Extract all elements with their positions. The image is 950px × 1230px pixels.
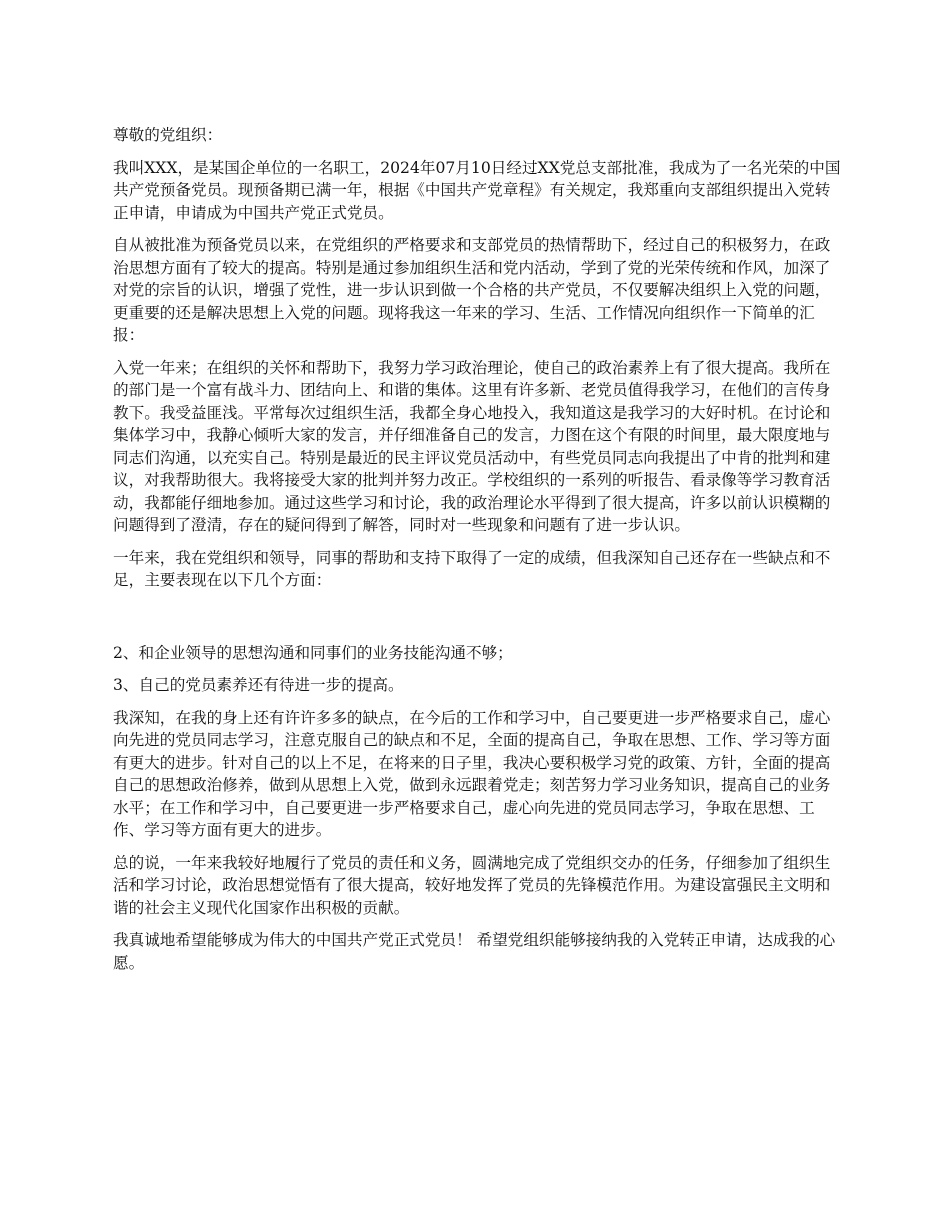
paragraph-introduction: 我叫XXX，是某国企单位的一名职工，2024年07月10日经过XX党总支部批准，我成为了一名光荣的中国共产党预备党员。现预备期已满一年，根据《中国共产党章程》有关规定，我郑重向支部组织提出入党转正申请，申请成为中国共产党正式党员。 xyxy=(113,158,841,222)
paragraph-study-report: 入党一年来；在组织的关怀和帮助下，我努力学习政治理论，使自己的政治素养上有了很大提高。我所在的部门是一个富有战斗力、团结向上、和谐的集体。这里有许多新、老党员值得我学习，在他们的言传身教下。我受益匪浅。平常每次过组织生活，我都全身心地投入，我知道这是我学习的大好时机。在讨论和集体学习中，我静心倾听大家的发言，并仔细准备自己的发言，力图在这个有限的时间里，最大限度地与同志们沟通，以充实自己。特别是最近的民主评议党员活动中，有些党员同志向我提出了中肯的批判和建议，对我帮助很大。我将接受大家的批判并努力改正。学校组织的一系列的听报告、看录像等学习教育活动，我都能仔细地参加。通过这些学习和讨论，我的政治理论水平得到了很大提高，许多以前认识模糊的问题得到了澄清，存在的疑问得到了解答，同时对一些现象和问题有了进一步认识。 xyxy=(113,358,831,534)
list-item-2: 2、和企业领导的思想沟通和同事们的业务技能沟通不够； xyxy=(113,643,513,662)
paragraph-resolution: 我深知，在我的身上还有许许多多的缺点，在今后的工作和学习中，自己要更进一步严格要求自己，虚心向先进的党员同志学习，注意克服自己的缺点和不足，全面的提高自己，争取在思想、工作、学习等方面有更大的进步。针对自己的以上不足，在将来的日子里，我决心要积极学习党的政策、方针，全面的提高自己的思想政治修养，做到从思想上入党，做到永远跟着党走；刻苦努力学习业务知识，提高自己的业务水平；在工作和学习中，自己要更进一步严格要求自己，虚心向先进的党员同志学习，争取在思想、工作、学习等方面有更大的进步。 xyxy=(113,708,831,839)
list-item-3: 3、自己的党员素养还有待进一步的提高。 xyxy=(113,676,404,694)
paragraph-summary: 总的说，一年来我较好地履行了党员的责任和义务，圆满地完成了党组织交办的任务，仔细参加了组织生活和学习讨论，政治思想觉悟有了很大提高，较好地发挥了党员的先锋模范作用。为建设富强民主文明和谐的社会主义现代化国家作出积极的贡献。 xyxy=(113,853,831,917)
salutation: 尊敬的党组织： xyxy=(113,126,223,144)
paragraph-shortcomings-intro: 一年来，我在党组织和领导，同事的帮助和支持下取得了一定的成绩，但我深知自己还存在一些缺点和不足，主要表现在以下几个方面： xyxy=(113,548,831,589)
paragraph-closing-wish: 我真诚地希望能够成为伟大的中国共产党正式党员！ 希望党组织能够接纳我的入党转正申请，达成我的心愿。 xyxy=(113,931,836,972)
letter-body xyxy=(113,124,843,984)
paragraph-progress: 自从被批准为预备党员以来，在党组织的严格要求和支部党员的热情帮助下，经过自己的积极努力，在政治思想方面有了较大的提高。特别是通过参加组织生活和党内活动，学到了党的光荣传统和作风，加深了对党的宗旨的认识，增强了党性，进一步认识到做一个合格的共产党员，不仅要解决组织上入党的问题，更重要的还是解决思想上入党的问题。现将我这一年来的学习、生活、工作情况向组织作一下简单的汇报： xyxy=(113,236,831,344)
